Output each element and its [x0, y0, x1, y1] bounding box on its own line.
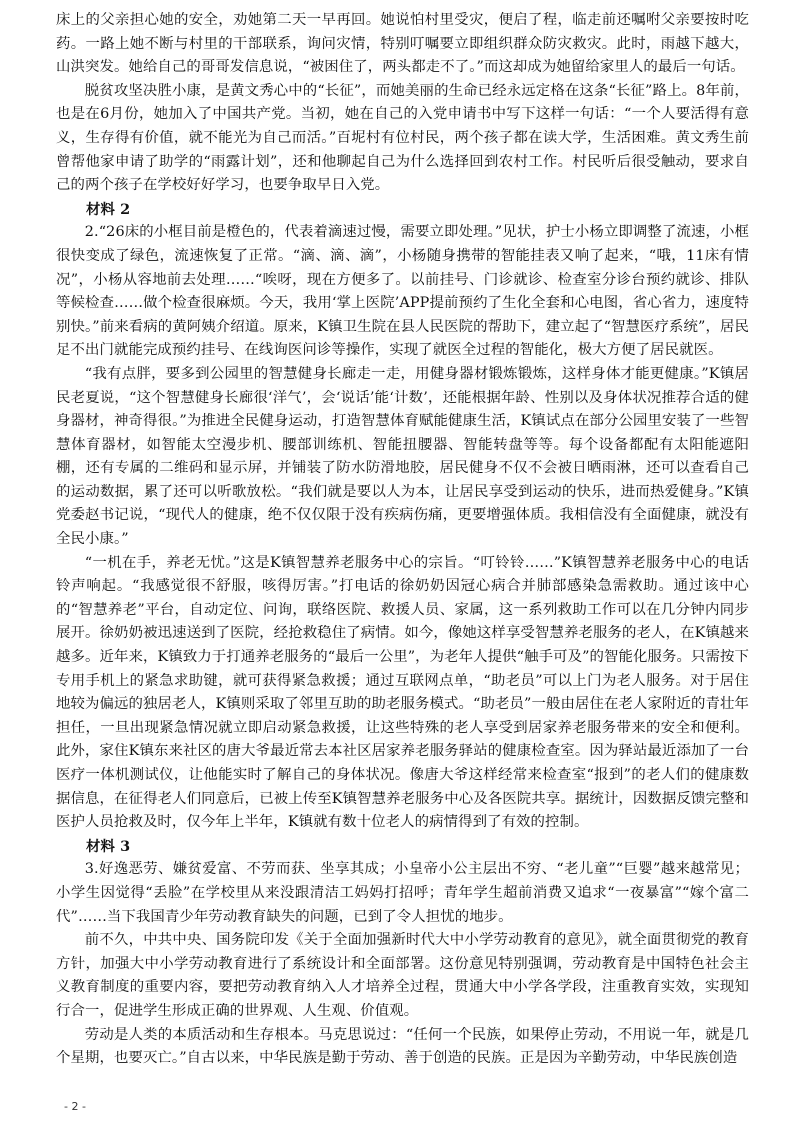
paragraph-smart-elderly-care: “一机在手，养老无忧。”这是K镇智慧养老服务中心的宗旨。“叮铃铃……”K镇智慧养老服务中心的电话铃声响起。“我感觉很不舒服，咳得厉害。”打电话的徐奶奶因冠心病合并肺部感染急需救助。通过该中心的“智慧养老”平台，自动定位、问询，联络医院、救援人员、家属，这一系列救助工作可以在几分钟内同步展开。徐奶奶被迅速送到了医院，经抢救稳住了病情。如今，像她这样享受智慧养老服务的老人，在K镇越来越多。近年来，K镇致力于打通养老服务的“最后一公里”，为老年人提供“触手可及”的智能化服务。只需按下专用手机上的紧急求助键，就可获得紧急救援；通过互联网点单，“助老员”可以上门为老人服务。对于居住地较为偏远的独居老人，K镇则采取了邻里互助的助老服务模式。“助老员”一般由居住在老人家附近的青壮年担任，一旦出现紧急情况就立即启动紧急救援，让这些特殊的老人享受到居家养老服务带来的安全和便利。此外，家住K镇东来社区的唐大爷最近常去本社区居家养老服务驿站的健康检查室。因为驿站最近添加了一台医疗一体机测试仪，让他能实时了解自己的身体状况。像唐大爷这样经常来检查室“报到”的老人们的健康数据信息，在征得老人们同意后，已被上传至K镇智慧养老服务中心及各医院共享。据统计，因数据反馈完整和医护人员抢救及时，仅今年上半年，K镇就有数十位老人的病情得到了有效的控制。 [56, 554, 749, 831]
document-body [56, 9, 749, 1071]
paragraph-labor-education-policy: 前不久，中共中央、国务院印发《关于全面加强新时代大中小学劳动教育的意见》，就全面贯彻党的教育方针，加强大中小学劳动教育进行了系统设计和全面部署。这份意见特别强调，劳动教育是中国特色社会主义教育制度的重要内容，要把劳动教育纳入人才培养全过程，贯通大中小学各学段，注重教育实效，实现知行合一，促进学生形成正确的世界观、人生观、价值观。 [56, 932, 749, 1019]
paragraph-smart-healthcare: 2.“26床的小框目前是橙色的，代表着滴速过慢，需要立即处理。”见状，护士小杨立即调整了流速，小框很快变成了绿色，流速恢复了正常。“滴、滴、滴”，小杨随身携带的智能挂表又响了起来，“哦，11床有情况”，小杨从容地前去处理……“唉呀，现在方便多了。以前挂号、门诊就诊、检查室分诊台预约就诊、排队等候检查……做个检查很麻烦。今天，我用‘掌上医院’APP提前预约了生化全套和心电图，省心省力，速度特别快。”前来看病的黄阿姨介绍道。原来，K镇卫生院在县人民医院的帮助下，建立起了“智慧医疗系统”，居民足不出门就能完成预约挂号、在线询医问诊等操作，实现了就医全过程的智能化，极大方便了居民就医。 [56, 224, 749, 359]
section-heading-material-2: 材料 2 [86, 200, 131, 218]
paragraph-continued-from-previous-page: 床上的父亲担心她的安全，劝她第二天一早再回。她说怕村里受灾，便启了程，临走前还嘱咐父亲要按时吃药。一路上她不断与村里的干部联系，询问灾情，特别叮嘱要立即组织群众防灾救灾。此时，雨越下越大，山洪突发。她给自己的哥哥发信息说，“被困住了，两头都走不了。”而这却成为她留给家里人的最后一句话。 [56, 12, 749, 76]
paragraph-labor-education-problem: 3.好逸恶劳、嫌贫爱富、不劳而获、坐享其成；小皇帝小公主层出不穷、“老儿童”“巨婴”越来越常见；小学生因觉得“丢脸”在学校里从来没跟清洁工妈妈打招呼；青年学生超前消费又追求“一夜暴富”“嫁个富二代”……当下我国青少年劳动教育缺失的问题，已到了令人担忧的地步。 [56, 861, 750, 925]
paragraph-smart-fitness: “我有点胖，要多到公园里的智慧健身长廊走一走，用健身器材锻炼锻炼，这样身体才能更健康。”K镇居民老夏说，“这个智慧健身长廊很‘洋气’，会‘说话’能‘计数’，还能根据年龄、性别以及身体状况推荐合适的健身器材，神奇得很。”为推进全民健身运动，打造智慧体育赋能健康生活，K镇试点在部分公园里安装了一些智慧体育器材，如智能太空漫步机、腰部训练机、智能扭腰器、智能转盘等等。每个设备都配有太阳能遮阳棚，还有专属的二维码和显示屏，并铺装了防水防滑地胶，居民健身不仅不会被日晒雨淋，还可以查看自己的运动数据，累了还可以听歌放松。“我们就是要以人为本，让居民享受到运动的快乐，进而热爱健身。”K镇党委赵书记说，“现代人的健康，绝不仅仅限于没有疾病伤痛，更要增强体质。我相信没有全面健康，就没有全民小康。” [56, 365, 749, 548]
section-heading-material-3: 材料 3 [86, 837, 131, 855]
page-number: - 2 - [64, 1100, 86, 1113]
paragraph-labor-essence: 劳动是人类的本质活动和生存根本。马克思说过：“任何一个民族，如果停止劳动，不用说一年，就是几个星期，也要灭亡。”自古以来，中华民族是勤于劳动、善于创造的民族。正是因为辛勤劳动，中华民族创造 [56, 1026, 749, 1067]
paragraph-huang-wenxiu: 脱贫攻坚决胜小康，是黄文秀心中的“长征”，而她美丽的生命已经永远定格在这条“长征”路上。8年前，也是在6月份，她加入了中国共产党。当初，她在自己的入党申请书中写下这样一句话：“一个人要活得有意义，生存得有价值，就不能光为自己而活。”百坭村有位村民，两个孩子都在读大学，生活困难。黄文秀生前曾帮他家申请了助学的“雨露计划”，还和他聊起自己为什么选择回到农村工作。村民听后很受触动，要求自己的两个孩子在学校好好学习，也要争取早日入党。 [56, 82, 749, 194]
